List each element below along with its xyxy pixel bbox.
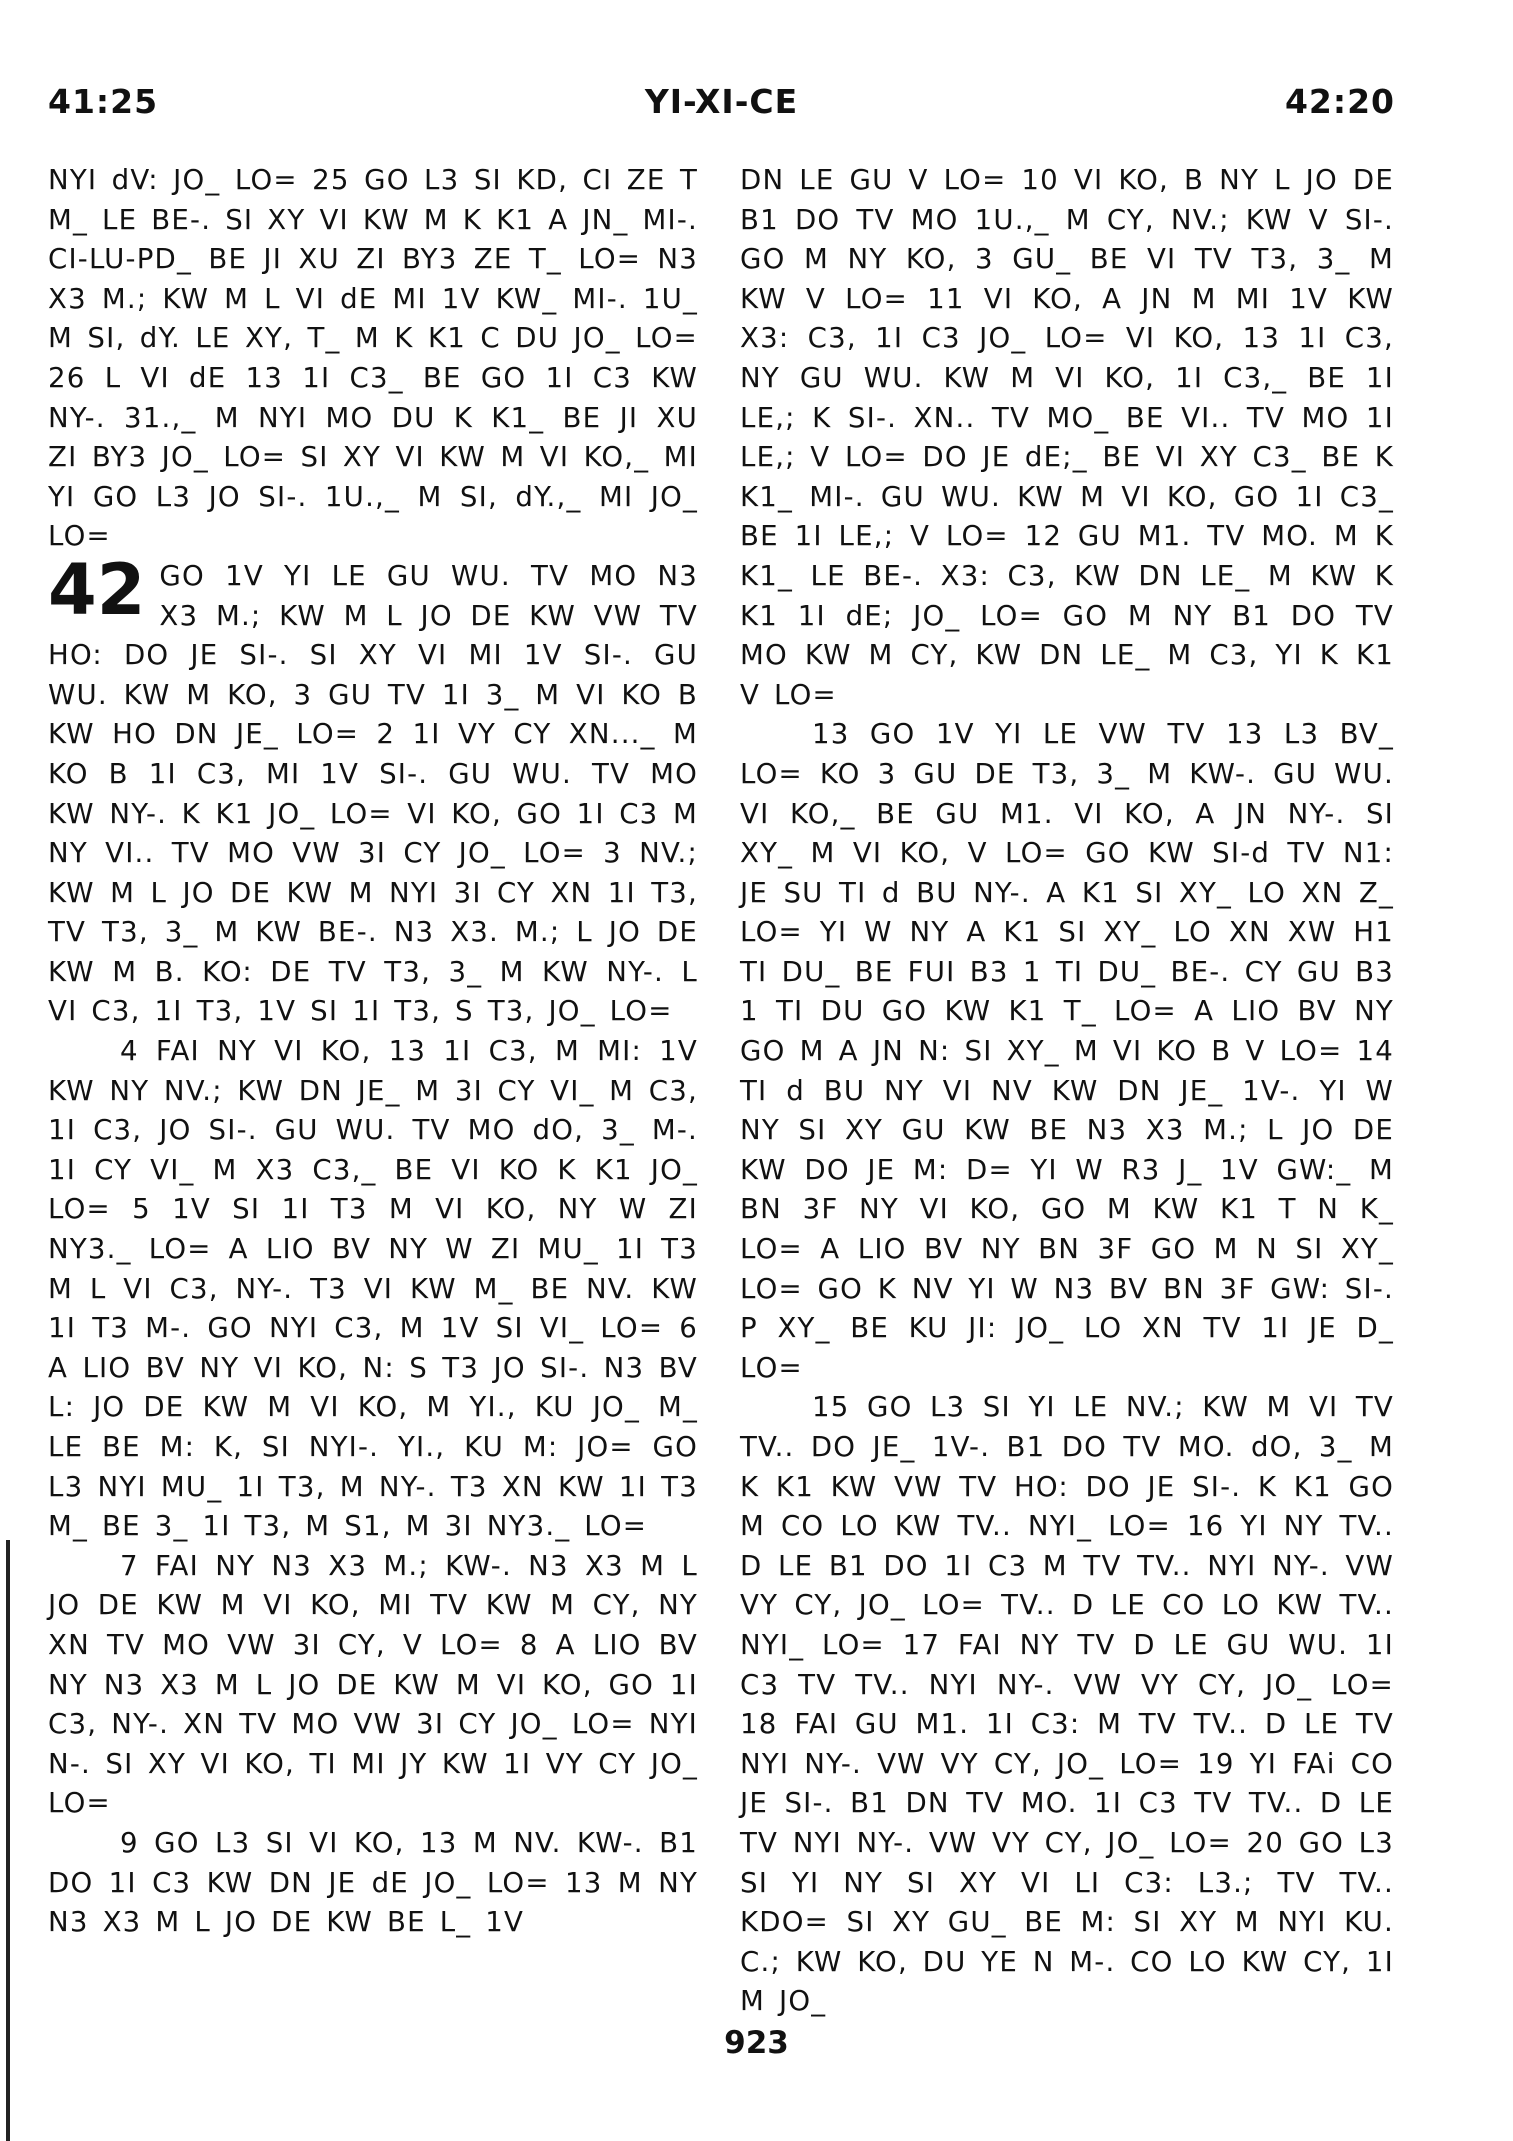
paragraph: 13 GO 1V YI LE VW TV 13 L3 BV_ LO= KO 3 GU DE T3, 3_ M KW-. GU WU. VI KO,_ BE GU M1. VI KO, A JN NY-. SI XY_ M VI KO, V LO= GO KW SI-d TV N1: JE SU TI d BU NY-. A K1 SI XY_ LO XN Z_ LO= YI W NY A K1 SI XY_ LO XN XW H1 TI DU_ BE FUI B3 1 TI DU_ BE-. CY GU B3 1 TI DU GO KW K1 T_ LO= A LIO BV NY GO M A JN N: SI XY_ M VI KO B V LO= 14 TI d BU NY VI NV KW DN JE_ 1V-. YI W NY SI XY GU KW BE N3 X3 M.; L JO DE KW DO JE M: D= YI W R3 J_ 1V GW:_ M BN 3F NY VI KO, GO M KW K1 T N K_ LO= A LIO BV NY BN 3F GO M N SI XY_ LO= GO K NV YI W N3 BV BN 3F GW: SI-. P XY_ BE KU JI: JO_ LO XN TV 1I JE D_ LO= [740, 717, 1394, 1384]
left-text-column [48, 160, 698, 1942]
page-number: 923 [724, 2025, 789, 2061]
paragraph: DN LE GU V LO= 10 VI KO, B NY L JO DE B1 DO TV MO 1U.,_ M CY, NV.; KW V SI-. GO M NY KO, 3 GU_ BE VI TV T3, 3_ M KW V LO= 11 VI KO, A JN M MI 1V KW X3: C3, 1I C3 JO_ LO= VI KO, 13 1I C3, NY GU WU. KW M VI KO, 1I C3,_ BE 1I LE,; K SI-. XN.. TV MO_ BE VI.. TV MO 1I LE,; V LO= DO JE dE;_ BE VI XY C3_ BE K K1_ MI-. GU WU. KW M VI KO, GO 1I C3_ BE 1I LE,; V LO= 12 GU M1. TV MO. M K K1_ LE BE-. X3: C3, KW DN LE_ M KW K K1 1I dE; JO_ LO= GO M NY B1 DO TV MO KW M CY, KW DN LE_ M C3, YI K K1 V LO= [740, 163, 1394, 711]
paragraph: 9 GO L3 SI VI KO, 13 M NV. KW-. B1 DO 1I C3 KW DN JE dE JO_ LO= 13 M NY N3 X3 M L JO DE KW BE L_ 1V [48, 1825, 698, 1939]
paragraph-text: GO 1V YI LE GU WU. TV MO N3 X3 M.; KW M L JO DE KW VW TV HO: DO JE SI-. SI XY VI MI 1V SI-. GU WU. KW M KO, 3 GU TV 1I 3_ M VI KO B KW HO DN JE_ LO= 2 1I VY CY XN..._ M KO B 1I C3, MI 1V SI-. GU WU. TV MO KW NY-. K K1 JO_ LO= VI KO, GO 1I C3 M NY VI.. TV MO VW 3I CY JO_ LO= 3 NV.; KW M L JO DE KW M NYI 3I CY XN 1I T3, TV T3, 3_ M KW BE-. N3 X3. M.; L JO DE KW M B. KO: DE TV T3, 3_ M KW NY-. L VI C3, 1I T3, 1V SI 1I T3, S T3, JO_ LO= [48, 558, 698, 1028]
right-text-column [740, 160, 1394, 2021]
header-right-reference: 42:20 [1284, 82, 1395, 121]
paragraph: 7 FAI NY N3 X3 M.; KW-. N3 X3 M L JO DE KW M VI KO, MI TV KW M CY, NY XN TV MO VW 3I CY, V LO= 8 A LIO BV NY N3 X3 M L JO DE KW M VI KO, GO 1I C3, NY-. XN TV MO VW 3I CY JO_ LO= NYI N-. SI XY VI KO, TI MI JY KW 1I VY CY JO_ LO= [48, 1548, 698, 1820]
paragraph: NYI dV: JO_ LO= 25 GO L3 SI KD, CI ZE T M_ LE BE-. SI XY VI KW M K K1 A JN_ MI-. CI-LU-PD_ BE JI XU ZI BY3 ZE T_ LO= N3 X3 M.; KW M L VI dE MI 1V KW_ MI-. 1U_ M SI, dY. LE XY, T_ M K K1 C DU JO_ LO= 26 L VI dE 13 1I C3_ BE GO 1I C3 KW NY-. 31.,_ M NYI MO DU K K1_ BE JI XU ZI BY3 JO_ LO= SI XY VI KW M VI KO,_ MI YI GO L3 JO SI-. 1U.,_ M SI, dY.,_ MI JO_ LO= [48, 163, 698, 553]
chapter-paragraph [48, 548, 698, 1031]
running-header [48, 82, 1395, 132]
chapter-number: 42 [48, 548, 146, 631]
paragraph: 15 GO L3 SI YI LE NV.; KW M VI TV TV.. DO JE_ 1V-. B1 DO TV MO. dO, 3_ M K K1 KW VW TV HO: DO JE SI-. K K1 GO M CO LO KW TV.. NYI_ LO= 16 YI NY TV.. D LE B1 DO 1I C3 M TV TV.. NYI NY-. VW VY CY, JO_ LO= TV.. D LE CO LO KW TV.. NYI_ LO= 17 FAI NY TV D LE GU WU. 1I C3 TV TV.. NYI NY-. VW VY CY, JO_ LO= 18 FAI GU M1. 1I C3: M TV TV.. D LE TV NYI NY-. VW VY CY, JO_ LO= 19 YI FAi CO JE SI-. B1 DN TV MO. 1I C3 TV TV.. D LE TV NYI NY-. VW VY CY, JO_ LO= 20 GO L3 SI YI NY SI XY VI LI C3: L3.; TV TV.. KDO= SI XY GU_ BE M: SI XY M NYI KU. C.; KW KO, DU YE N M-. CO LO KW CY, 1I M JO_ [740, 1390, 1394, 2018]
book-title: YI-XI-CE [644, 82, 799, 121]
paragraph: 4 FAI NY VI KO, 13 1I C3, M MI: 1V KW NY NV.; KW DN JE_ M 3I CY VI_ M C3, 1I C3, JO SI-. GU WU. TV MO dO, 3_ M-. 1I CY VI_ M X3 C3,_ BE VI KO K K1 JO_ LO= 5 1V SI 1I T3 M VI KO, NY W ZI NY3._ LO= A LIO BV NY W ZI MU_ 1I T3 M L VI C3, NY-. T3 VI KW M_ BE NV. KW 1I T3 M-. GO NYI C3, M 1V SI VI_ LO= 6 A LIO BV NY VI KO, N: S T3 JO SI-. N3 BV L: JO DE KW M VI KO, M YI., KU JO_ M_ LE BE M: K, SI NYI-. YI., KU M: JO= GO L3 NYI MU_ 1I T3, M NY-. T3 XN KW 1I T3 M_ BE 3_ 1I T3, M S1, M 3I NY3._ LO= [48, 1034, 698, 1543]
header-left-reference: 41:25 [48, 82, 159, 121]
